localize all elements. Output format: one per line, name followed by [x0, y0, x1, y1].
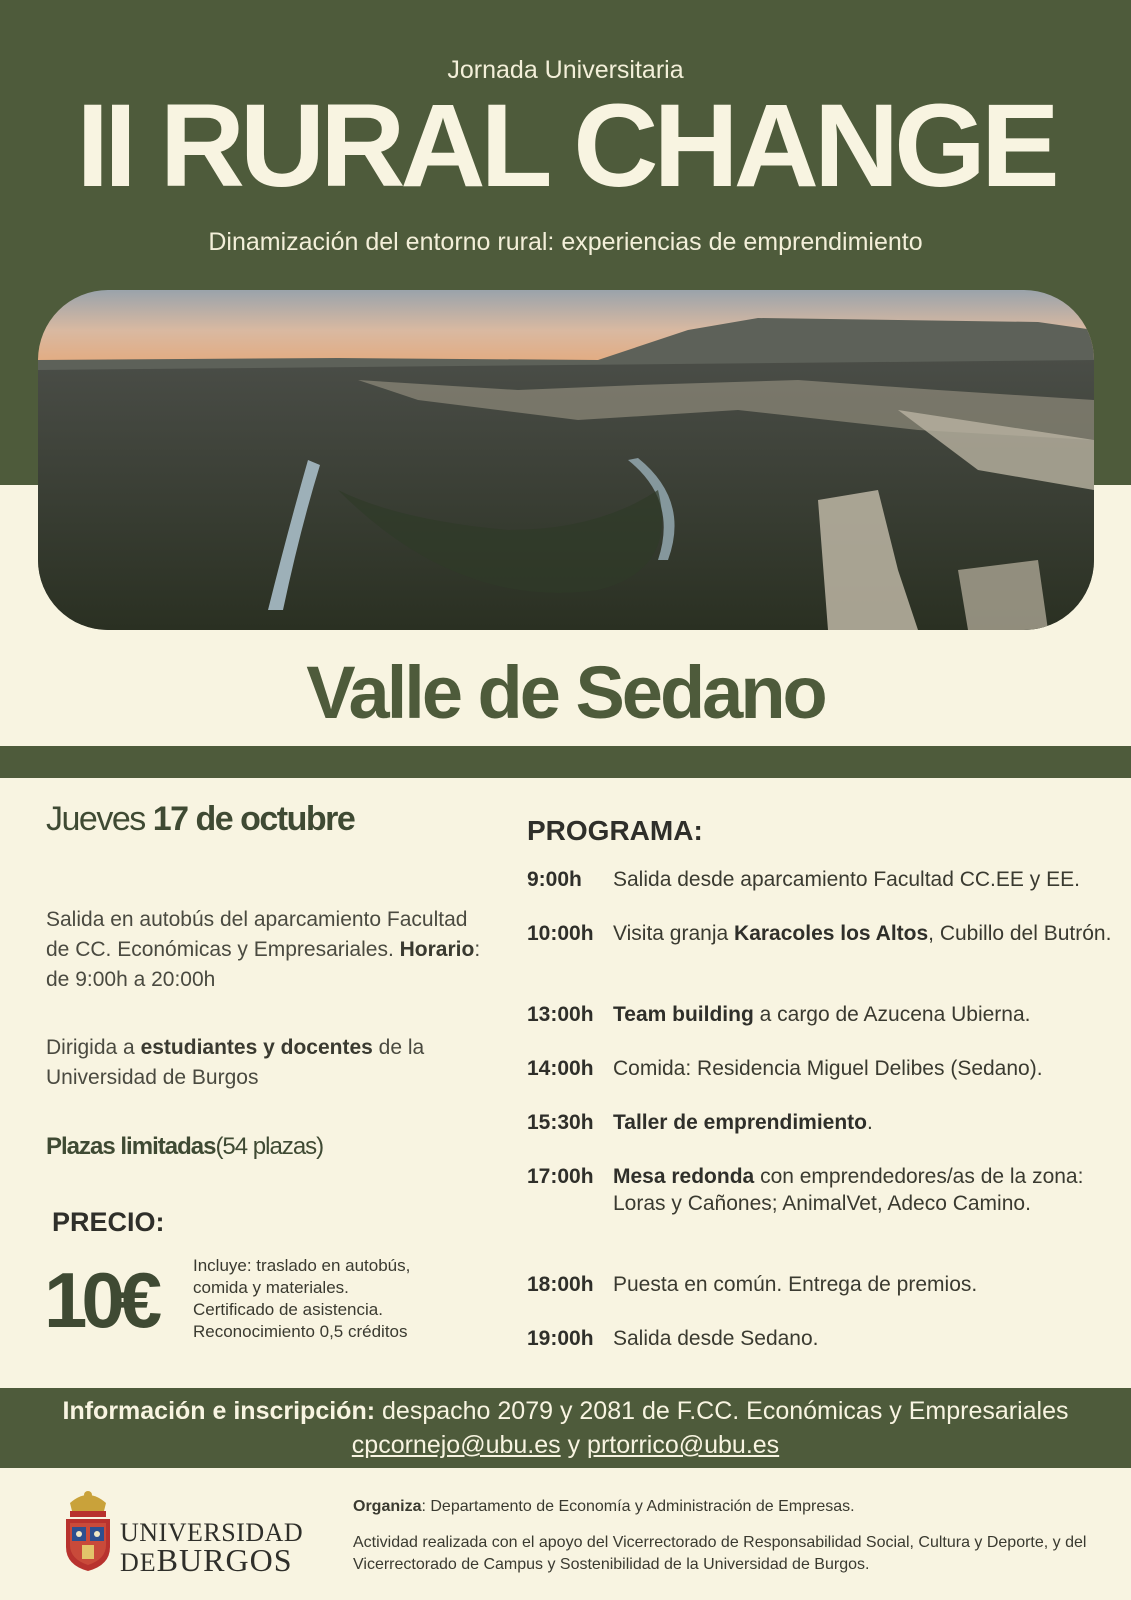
price-includes: Incluye: traslado en autobús, comida y materiales.	[193, 1256, 411, 1297]
divider-band	[0, 746, 1131, 778]
email-link-cpcornejo[interactable]: cpcornejo@ubu.es	[351, 1431, 561, 1459]
audience-prefix: Dirigida a	[46, 1036, 135, 1059]
audience-bold: estudiantes y docentes	[140, 1036, 373, 1059]
info-label: Información e inscripción:	[62, 1397, 376, 1425]
programa-text: Comida: Residencia Miguel Delibes (Sedano).	[613, 1057, 1043, 1080]
programa-text-post: a cargo de Azucena Ubierna.	[759, 1003, 1031, 1026]
landscape-photo	[38, 290, 1094, 630]
programa-item	[527, 1325, 1117, 1352]
venue-title: Valle de Sedano	[306, 651, 825, 734]
programa-item	[527, 1055, 1117, 1082]
organizer-text: : Departamento de Economía y Administración de Empresas.	[421, 1498, 855, 1515]
programa-text-post: , Cubillo del Butrón.	[928, 922, 1112, 945]
university-crest-icon	[60, 1485, 116, 1573]
university-name-de: DE	[120, 1548, 157, 1577]
programa-desc	[613, 920, 1117, 947]
programa-bold: Taller de emprendimiento	[613, 1111, 867, 1134]
info-text: despacho 2079 y 2081 de F.CC. Económicas y Empresariales	[382, 1397, 1069, 1425]
programa-bold: Karacoles los Altos	[734, 922, 929, 945]
programa-item	[527, 1163, 1117, 1217]
programa-text: Salida desde Sedano.	[613, 1327, 819, 1350]
event-date	[46, 800, 354, 839]
acknowledgement: Actividad realizada con el apoyo del Vicerrectorado de Responsabilidad Social, Cultura y Deporte, y del Vicerrectorado de Campus y Sostenibilidad de la Universidad de Burgos.	[353, 1534, 1087, 1573]
programa-desc	[613, 1325, 1117, 1352]
date-value: 17 de octubre	[152, 800, 355, 838]
programa-item	[527, 1271, 1117, 1298]
programa-time: 19:00h	[527, 1327, 594, 1350]
email-link-prtorrico[interactable]: prtorrico@ubu.es	[587, 1431, 780, 1459]
price-note	[193, 1255, 453, 1343]
kicker: Jornada Universitaria	[447, 56, 684, 84]
price-amount: 10€	[44, 1256, 157, 1344]
programa-item	[527, 866, 1117, 893]
programa-time: 15:30h	[527, 1111, 594, 1134]
schedule-value: : de 9:00h a 20:00h	[46, 938, 481, 991]
university-name-line2	[120, 1542, 292, 1579]
email-conjunction: y	[567, 1431, 581, 1459]
programa-item	[527, 1109, 1117, 1136]
price-certificate: Certificado de asistencia.	[193, 1300, 383, 1319]
programa-time: 10:00h	[527, 922, 594, 945]
programa-desc	[613, 1055, 1117, 1082]
schedule-label: Horario	[399, 938, 475, 961]
plazas-label: Plazas limitadas	[46, 1133, 216, 1160]
programa-time: 18:00h	[527, 1273, 594, 1296]
audience-info	[46, 1033, 486, 1093]
programa-text-post: .	[867, 1111, 873, 1134]
programa-desc	[613, 1109, 1117, 1136]
audience-suffix: de la Universidad de Burgos	[46, 1036, 425, 1089]
bus-text: Salida en autobús del aparcamiento Facultad de CC. Económicas y Empresariales.	[46, 908, 468, 961]
contact-line	[0, 1428, 1131, 1462]
price-label: PRECIO:	[52, 1207, 165, 1237]
programa-desc	[613, 1163, 1117, 1217]
plazas-info	[46, 1133, 323, 1161]
programa-text: Visita granja	[613, 922, 729, 945]
programa-time: 14:00h	[527, 1057, 594, 1080]
organizer	[353, 1496, 1103, 1518]
programa-time: 17:00h	[527, 1165, 594, 1188]
university-name-city: BURGOS	[156, 1542, 293, 1578]
price-credits: Reconocimiento 0,5 créditos	[193, 1322, 408, 1341]
programa-text: Salida desde aparcamiento Facultad CC.EE y EE.	[613, 868, 1080, 891]
event-subtitle: Dinamización del entorno rural: experiencias de emprendimiento	[208, 228, 923, 256]
programa-desc	[613, 866, 1117, 893]
programa-time: 13:00h	[527, 1003, 594, 1026]
info-line	[0, 1394, 1131, 1428]
programa-title: PROGRAMA:	[527, 815, 703, 846]
university-name-line1: UNIVERSIDAD	[120, 1518, 304, 1547]
bus-info	[46, 905, 486, 995]
info-band	[0, 1388, 1131, 1468]
date-day: Jueves	[46, 800, 145, 838]
programa-text: Puesta en común. Entrega de premios.	[613, 1273, 978, 1296]
programa-item	[527, 920, 1117, 947]
programa-text-post: con emprendedores/as de la zona: Loras y Cañones; AnimalVet, Adeco Camino.	[613, 1165, 1084, 1215]
organizer-label: Organiza	[353, 1498, 422, 1515]
plazas-count: (54 plazas)	[215, 1133, 324, 1160]
programa-bold: Team building	[613, 1003, 754, 1026]
programa-bold: Mesa redonda	[613, 1165, 755, 1188]
programa-desc	[613, 1001, 1117, 1028]
event-title: II RURAL CHANGE	[76, 80, 1055, 212]
programa-desc	[613, 1271, 1117, 1298]
programa-item	[527, 1001, 1117, 1028]
programa-time: 9:00h	[527, 868, 582, 891]
